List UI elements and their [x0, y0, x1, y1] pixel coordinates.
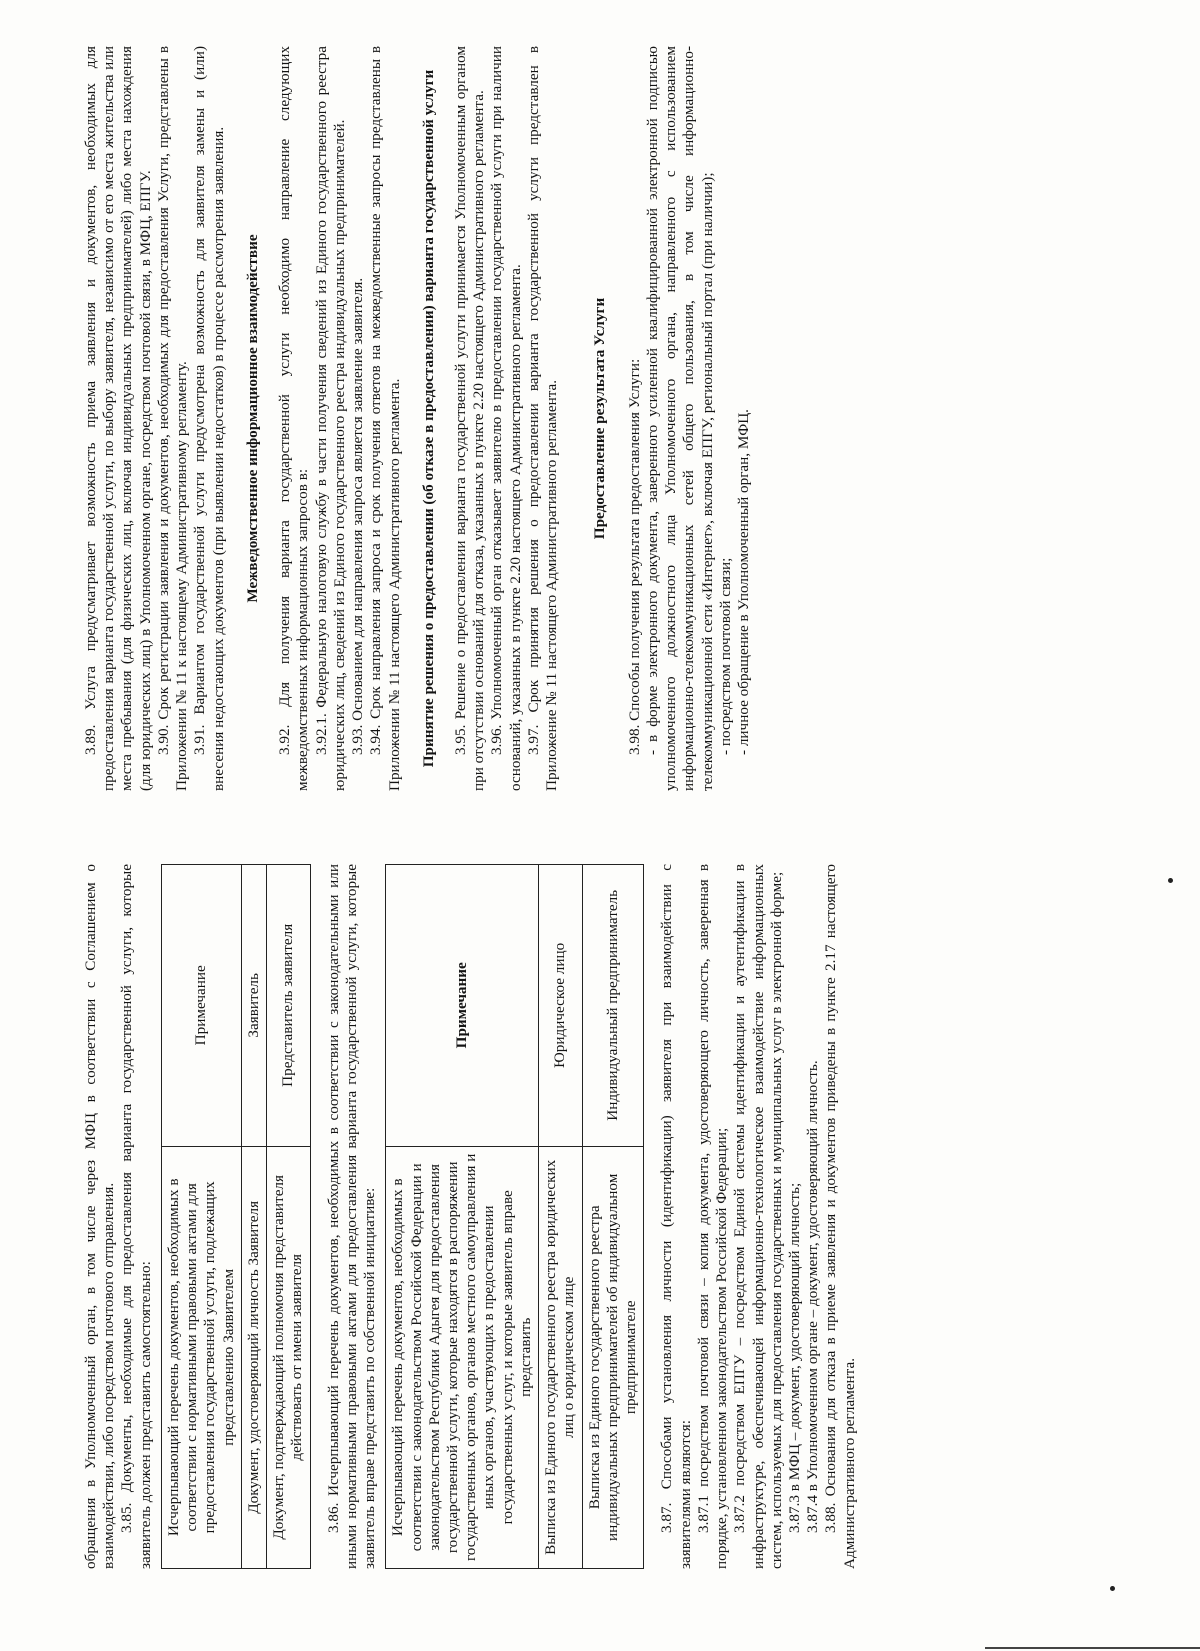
paragraph-3-89: 3.89. Услуга предусматривает возможность приема заявления и документов, необходимых для предоставления варианта государственной услуги, по выбору заявителя, независимо от его места жительства или места пребывания (для физических лиц, включая индивидуальных предпринимателей) либо места нахождения (для юридических лиц) в Уполномоченном органе, посредством почтовой связи, в МФЦ, ЕПГУ.	[82, 46, 154, 791]
table-cell: Юридическое лицо	[539, 865, 582, 1147]
paragraph-3-87: 3.87. Способами установления личности (идентификации) заявителя при взаимодействии с заявителями являются:	[658, 864, 694, 1569]
table-header-cell: Исчерпывающий перечень документов, необходимых в соответствии с нормативными правовыми актами для предоставления государственной услуги, подлежащих представлению Заявителем	[161, 1146, 241, 1568]
table-cell: Документ, подтверждающий полномочия представителя действовать от имени заявителя	[267, 1146, 310, 1568]
paragraph-3-86: 3.86. Исчерпывающий перечень документов, необходимых в соответствии с законодательными или иными нормативными правовыми актами для предоставления варианта государственной услуги, которые заявитель вправе представить по собственной инициативе:	[324, 864, 379, 1569]
required-documents-table	[161, 864, 311, 1569]
section-heading-result: Предоставление результата Услуги	[591, 297, 609, 540]
paragraph-3-90: 3.90. Срок регистрации заявления и документов, необходимых для предоставления Услуги, представлены в Приложении № 11 к настоящему Административному регламенту.	[154, 46, 191, 791]
table-header-row	[386, 865, 539, 1569]
paragraph-3-87-1: 3.87.1 посредством почтовой связи – копия документа, удостоверяющего личность, заверенная в порядке, установленном законодательством Российской Федерации;	[694, 864, 731, 1569]
left-page	[82, 864, 859, 1569]
intro-paragraph: обращения в Уполномоченный орган, в том числе через МФЦ в соответствии с Соглашением о взаимодействии, либо посредством почтового отправления.	[82, 864, 118, 1569]
paragraph-3-91: 3.91. Вариантом государственной услуги предусмотрена возможность для заявителя замены и (или) внесения недостающих документов (при выявлении недостатков) в процессе рассмотрения заявления.	[191, 46, 227, 791]
paragraph-3-87-4: 3.87.4 в Уполномоченном органе – документ, удостоверяющий личность.	[804, 1060, 822, 1533]
scan-speck	[1110, 1586, 1115, 1591]
table-cell: Заявитель	[241, 865, 266, 1147]
table-cell: Выписка из Единого государственного реестра индивидуальных предпринимателей об индивидуальном предпринимателе	[582, 1146, 644, 1568]
scan-speck	[1168, 878, 1173, 883]
scan-edge-line	[985, 1648, 1200, 1650]
table-row	[539, 865, 582, 1569]
result-option-post: - посредством почтовой связи;	[716, 557, 734, 755]
paragraph-3-97: 3.97. Срок принятия решения о предоставлении варианта государственной услуги представлен в Приложение № 11 настоящего Административного регламента.	[524, 46, 561, 791]
table-header-cell: Примечание	[386, 865, 539, 1147]
table-cell: Документ, удостоверяющий личность Заявителя	[241, 1146, 266, 1568]
optional-documents-table	[385, 864, 644, 1569]
table-cell: Выписка из Единого государственного реестра юридических лиц о юридическом лице	[539, 1146, 582, 1568]
right-page	[82, 46, 753, 791]
section-heading-decision: Принятие решения о предоставлении (об отказе в предоставлении) варианта государственной услуги	[419, 69, 437, 768]
paragraph-3-92: 3.92. Для получения варианта государственной услуги необходимо направление следующих межведомственных информационных запросов в:	[276, 46, 312, 791]
paragraph-3-88: 3.88. Основания для отказа в приеме заявления и документов приведены в пункте 2.17 настоящего Административного регламента.	[822, 864, 858, 1569]
table-row	[241, 865, 266, 1569]
table-header-row	[161, 865, 241, 1569]
table-cell: Представитель заявителя	[267, 865, 310, 1147]
paragraph-3-96: 3.96. Уполномоченный орган отказывает заявителю в предоставлении государственной услуги при наличии оснований, указанных в пункте 2.20 настоящего Административного регламента.	[488, 46, 524, 791]
section-heading-interagency: Межведомственное информационное взаимодействие	[243, 234, 261, 603]
paragraph-3-94: 3.94. Срок направления запроса и срок получения ответов на межведомственные запросы представлены в Приложении № 11 настоящего Административного регламента.	[367, 46, 403, 791]
paragraph-3-87-3: 3.87.3 в МФЦ – документ, удостоверяющий личность;	[785, 1182, 803, 1533]
table-row	[582, 865, 644, 1569]
table-cell: Индивидуальный предприниматель	[582, 865, 644, 1147]
paragraph-3-87-2: 3.87.2 посредством ЕПГУ – посредством Единой системы идентификации и аутентификации в инфраструктуре, обеспечивающей информационно-технологическое взаимодействие информационных систем, используемых для предоставления государственных и муниципальных услуг в электронной форме;	[731, 864, 785, 1569]
table-header-cell: Исчерпывающий перечень документов, необходимых в соответствии с законодательством Российской Федерации и законодательством Республики Адыгея для предоставления государственной услуги, которые находятся в распоряжении государственных органов, органов местного самоуправления и иных органов, участвующих в предоставлении государственных услуг, и которые заявитель вправе представить	[386, 1146, 539, 1568]
result-option-electronic: - в форме электронного документа, заверенного усиленной квалифицированной электронной подписью уполномоченного должностного лица Уполномоченного органа, направленного с использованием информационно-телекоммуникационных сетей общего пользования, в том числе информационно-телекоммуникационной сети «Интернет», включая ЕПГУ, региональный портал (при наличии);	[643, 46, 716, 791]
paragraph-3-92-1: 3.92.1. Федеральную налоговую службу в части получения сведений из Единого государственного реестра юридических лиц, сведений из Единого государственного реестра индивидуальных предпринимателей.	[312, 46, 348, 791]
paragraph-3-95: 3.95. Решение о предоставлении варианта государственной услуги принимается Уполномоченным органом при отсутствии оснований для отказа, указанных в пункте 2.20 настоящего Административного регламента.	[451, 46, 488, 791]
table-header-cell: Примечание	[161, 865, 241, 1147]
paragraph-3-93: 3.93. Основанием для направления запроса является заявление заявителя.	[349, 277, 367, 755]
paragraph-3-85: 3.85. Документы, необходимые для предоставления варианта государственной услуги, которые заявитель должен представить самостоятельно:	[118, 864, 154, 1569]
paragraph-3-98: 3.98. Способы получения результата предоставления Услуги:	[625, 358, 643, 755]
result-option-personal: - личное обращение в Уполномоченный орган, МФЦ.	[735, 409, 753, 755]
table-row	[267, 865, 310, 1569]
